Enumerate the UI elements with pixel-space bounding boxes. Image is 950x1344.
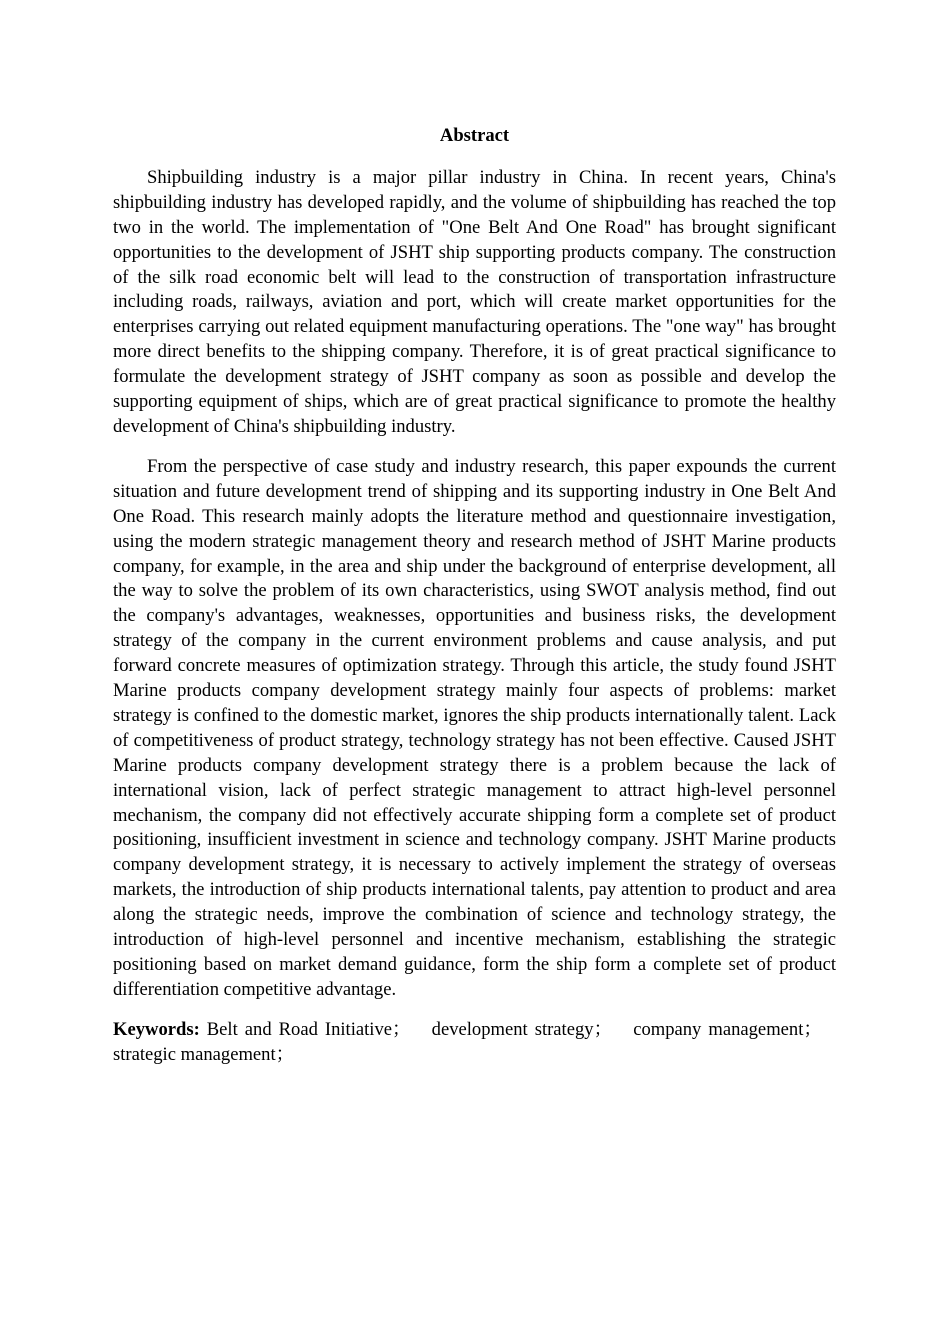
abstract-title: Abstract [439,125,510,146]
keyword-item: strategic management [113,1043,276,1065]
abstract-page [113,124,836,1068]
keyword-separator: ； [803,1018,822,1040]
abstract-paragraph-2: From the perspective of case study and industry research, this paper expounds the current situation and future development trend of shipping and its supporting industry in One Belt And One Road. This research mainly adopts the literature method and questionnaire investigation, using the modern strategic management theory and research method of JSHT Marine products company, for example, in the area and ship under the background of enterprise development, all the way to solve the problem of its own characteristics, using SWOT analysis method, find out the company's advantages, weaknesses, opportunities and business risks, the development strategy of the company in the current environment problems and cause analysis, and put forward concrete measures of optimization strategy. Through this article, the study found JSHT Marine products company development strategy mainly four aspects of problems: market strategy is confined to the domestic market, ignores the ship products internationally talent. Lack of competitiveness of product strategy, technology strategy has not been effective. Caused JSHT Marine products company development strategy there is a problem because the lack of international vision, lack of perfect strategic management to attract high-level personnel mechanism, the company did not effectively accurate shipping form a complete set of product positioning, insufficient investment in science and technology company. JSHT Marine products company development strategy, it is necessary to actively implement the strategy of overseas markets, the introduction of ship products international talents, pay attention to product and area along the strategic needs, improve the combination of science and technology strategy, the introduction of high-level personnel and incentive mechanism, establishing the strategic positioning based on market demand guidance, form the ship form a complete set of product differentiation competitive advantage. [113,455,836,1000]
keyword-separator: ； [275,1043,295,1065]
keyword-separator: ； [593,1018,613,1040]
abstract-paragraph-1: Shipbuilding industry is a major pillar industry in China. In recent years, China's shipbuilding industry has developed rapidly, and the volume of shipbuilding has reached the top two in the world. The implementation of "One Belt And One Road" has brought significant opportunities to the development of JSHT ship supporting products company. The construction of the silk road economic belt will lead to the construction of transportation infrastructure including roads, railways, aviation and port, which will create market opportunities for the enterprises carrying out related equipment manufacturing operations. The "one way" has brought more direct benefits to the shipping company. Therefore, it is of great practical significance to formulate the development strategy of JSHT company as soon as possible and develop the supporting equipment of ships, which are of great practical significance to promote the healthy development of China's shipbuilding industry. [113,166,836,437]
keyword-item: company management [633,1018,804,1040]
keywords-line [113,1018,836,1068]
keywords-label: Keywords: [113,1018,200,1040]
keyword-separator: ； [392,1018,411,1040]
keyword-item: development strategy [431,1018,594,1040]
keyword-item: Belt and Road Initiative [206,1018,393,1040]
